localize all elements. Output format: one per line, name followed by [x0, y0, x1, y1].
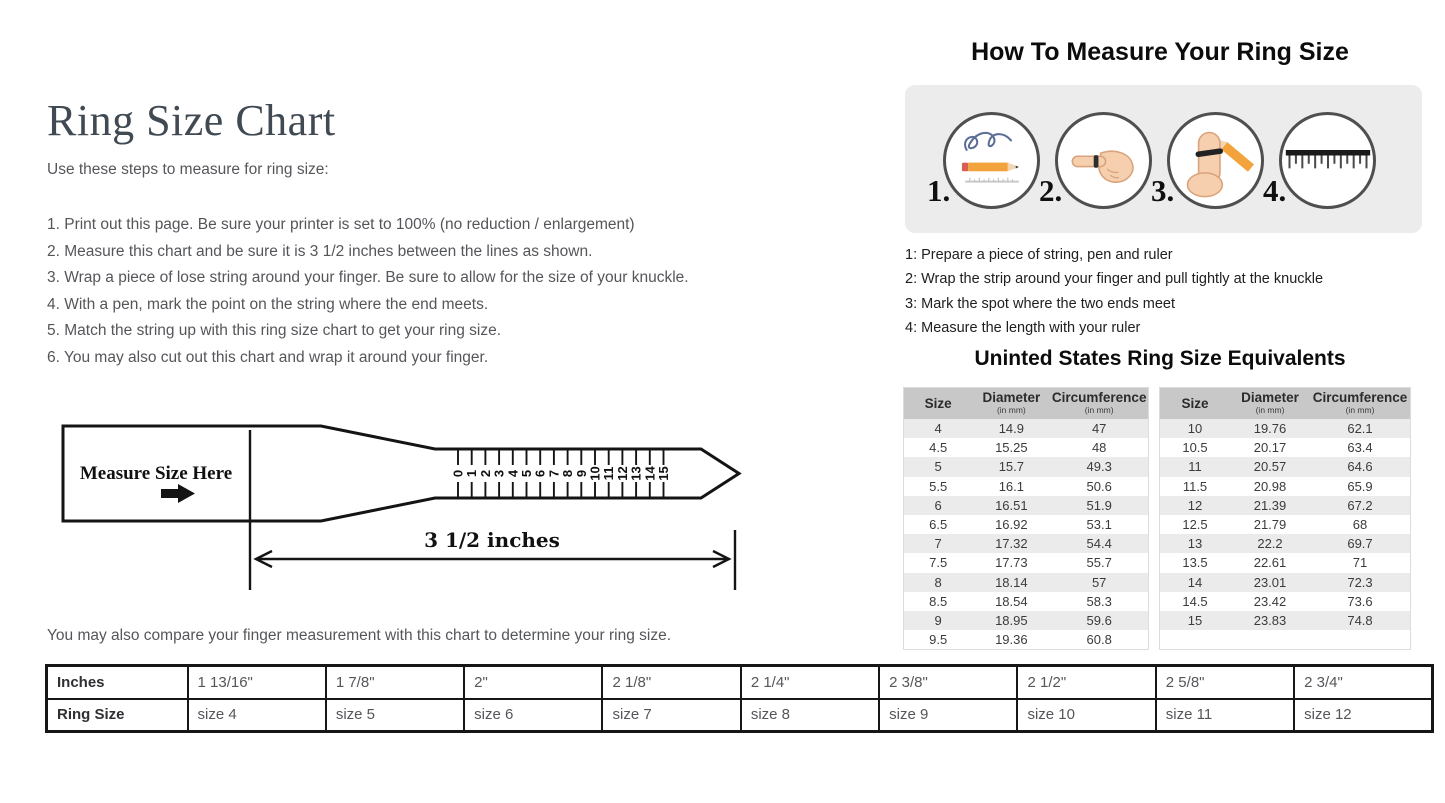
- header-diameter-label: Diameter: [1241, 389, 1299, 405]
- size-table-row: [1160, 515, 1410, 534]
- ring-size-value: size 6: [464, 699, 602, 732]
- size-table-row: [1160, 553, 1410, 572]
- inches-value: 2 1/4": [741, 666, 879, 699]
- ring-size-row: [47, 699, 1433, 732]
- sizer-tick-label: 3: [491, 469, 507, 478]
- size-table-cell: 12.5: [1182, 517, 1208, 533]
- header-unit-label: (in mm): [996, 404, 1026, 415]
- step-3-number: 3.: [1151, 173, 1175, 208]
- size-table-row: [1160, 419, 1410, 438]
- size-table-cell: 21.39: [1253, 497, 1287, 513]
- string-around-finger-icon: [1066, 123, 1142, 199]
- sizer-tick-label: 4: [505, 469, 521, 478]
- size-table-cell: 19.76: [1253, 421, 1287, 437]
- sizer-tick-label: 8: [560, 469, 576, 478]
- size-table-header: [1160, 388, 1410, 419]
- sizer-tick-label: 6: [532, 469, 548, 478]
- size-table-cell: 62.1: [1347, 421, 1373, 437]
- size-table-cell: 6: [934, 497, 942, 513]
- header-size: [1160, 395, 1230, 411]
- header-diameter: [1230, 389, 1310, 416]
- size-table-cell: 23.83: [1253, 612, 1287, 628]
- page-title: Ring Size Chart: [47, 96, 336, 145]
- size-table-cell: 57: [1091, 574, 1107, 590]
- size-table-cell: 48: [1091, 440, 1107, 456]
- left-step-5: 5. Match the string up with this ring size chart to get your ring size.: [47, 322, 502, 339]
- size-table-cell: 15: [1187, 612, 1203, 628]
- size-table-cell: 4.5: [929, 440, 948, 456]
- inches-value: 2 1/8": [602, 666, 740, 699]
- compare-note: You may also compare your finger measurement with this chart to determine your ring size.: [47, 627, 672, 644]
- inches-value: 2 3/4": [1294, 666, 1432, 699]
- size-table-cell: 20.98: [1253, 478, 1287, 494]
- equivalents-title: Uninted States Ring Size Equivalents: [974, 347, 1346, 370]
- size-table-cell: 17.73: [995, 555, 1028, 571]
- ring-size-value: size 4: [188, 699, 326, 732]
- size-table-cell: 64.6: [1347, 459, 1373, 475]
- size-table-empty-row: [1160, 630, 1410, 649]
- right-step-2: 2: Wrap the strip around your finger and pull tightly at the knuckle: [905, 271, 1324, 288]
- header-diameter: [972, 389, 1050, 416]
- ring-sizer-diagram: [45, 418, 755, 598]
- size-table-row: [904, 630, 1148, 649]
- size-table-cell: 20.17: [1253, 440, 1287, 456]
- ring-size-value: size 5: [326, 699, 464, 732]
- size-table-cell: 68: [1352, 517, 1368, 533]
- size-table-cell: 58.3: [1086, 593, 1112, 609]
- sizer-tick-label: 13: [628, 466, 644, 481]
- size-table-cell: 18.14: [995, 574, 1028, 590]
- header-unit-label: (in mm): [1345, 404, 1375, 415]
- step-1-illustration: [943, 112, 1040, 209]
- inches-row: [47, 666, 1433, 699]
- size-table-cell: 9.5: [929, 632, 948, 648]
- header-size: [904, 395, 972, 411]
- size-table-cell: 71: [1352, 555, 1368, 571]
- sizer-tick-label: 5: [519, 469, 534, 478]
- sizer-tick-label: 15: [656, 466, 671, 481]
- size-table-cell: 14.9: [998, 421, 1024, 437]
- size-table-row: [904, 573, 1148, 592]
- sizer-tick-label: 9: [573, 469, 589, 478]
- ring-size-row-header: Ring Size: [47, 699, 188, 732]
- size-table-cell: 14.5: [1182, 593, 1208, 609]
- sizer-tick-label: 14: [642, 466, 658, 481]
- size-table-cell: 67.2: [1347, 497, 1373, 513]
- intro-text: Use these steps to measure for ring size:: [47, 161, 329, 178]
- inches-value: 1 7/8": [326, 666, 464, 699]
- size-table-cell: 73.6: [1347, 593, 1373, 609]
- header-circumference: [1050, 389, 1148, 416]
- right-step-3: 3: Mark the spot where the two ends meet: [905, 295, 1175, 312]
- sizer-tick-label: 11: [601, 466, 617, 481]
- size-table-cell: 7.5: [929, 555, 948, 571]
- inches-value: 2 1/2": [1017, 666, 1155, 699]
- size-table-cell: 13.5: [1182, 555, 1208, 571]
- size-table-cell: 7: [934, 536, 942, 552]
- size-table-row: [1160, 477, 1410, 496]
- step-2-illustration: [1055, 112, 1152, 209]
- size-table-cell: 10.5: [1182, 440, 1208, 456]
- mark-string-icon: [1178, 123, 1254, 199]
- right-step-4: 4: Measure the length with your ruler: [905, 320, 1141, 337]
- size-table-row: [1160, 457, 1410, 476]
- ring-size-value: size 10: [1017, 699, 1155, 732]
- ring-size-value: size 11: [1156, 699, 1294, 732]
- size-table-cell: 5.5: [929, 478, 948, 494]
- left-step-6: 6. You may also cut out this chart and wrap it around your finger.: [47, 348, 489, 366]
- size-table-row: [1160, 592, 1410, 611]
- size-table-cell: 65.9: [1347, 478, 1373, 494]
- sizer-tick-scale: [451, 449, 672, 498]
- size-table-cell: 51.9: [1086, 497, 1112, 513]
- size-table-cell: 8: [934, 574, 942, 590]
- header-size-label: Size: [1181, 395, 1209, 411]
- ring-size-value: size 8: [741, 699, 879, 732]
- size-table-cell: 10: [1187, 421, 1203, 437]
- size-table-cell: 72.3: [1347, 574, 1373, 590]
- left-step-2: 2. Measure this chart and be sure it is 3 1/2 inches between the lines as shown.: [47, 242, 593, 260]
- size-table-cell: 19.36: [995, 632, 1028, 648]
- step-3-illustration: [1167, 112, 1264, 209]
- size-table-cell: 53.1: [1086, 517, 1112, 533]
- size-table-cell: 4: [934, 421, 942, 437]
- ring-size-value: size 9: [879, 699, 1017, 732]
- size-table-cell: 23.42: [1253, 593, 1287, 609]
- right-step-1: 1: Prepare a piece of string, pen and ruler: [905, 247, 1173, 263]
- size-table-cell: 15.7: [998, 459, 1024, 475]
- size-table-row: [904, 457, 1148, 476]
- string-pen-ruler-icon: [954, 123, 1030, 199]
- size-table-cell: 21.79: [1253, 517, 1287, 533]
- left-step-4: 4. With a pen, mark the point on the string where the end meets.: [47, 295, 489, 313]
- header-circumference-label: Circumference: [1051, 389, 1147, 405]
- size-table-row: [1160, 611, 1410, 630]
- sizer-tick-label: 7: [546, 469, 562, 478]
- inches-value: 2 5/8": [1156, 666, 1294, 699]
- size-table-cell: 6.5: [929, 517, 948, 533]
- measurement-arrow-icon: [256, 551, 729, 567]
- size-table-cell: 20.57: [1253, 459, 1287, 475]
- size-table-cell: 16.51: [995, 497, 1028, 513]
- sizer-tick-label: 10: [587, 466, 603, 481]
- step-4-illustration: [1279, 112, 1376, 209]
- size-table-row: [904, 534, 1148, 553]
- inches-value: 2 3/8": [879, 666, 1017, 699]
- inches-row-header: Inches: [47, 666, 188, 699]
- size-table-cell: 47: [1091, 421, 1107, 437]
- size-table-cell: 17.32: [995, 536, 1028, 552]
- size-table-row: [904, 515, 1148, 534]
- ring-size-value: size 12: [1294, 699, 1432, 732]
- inches-value: 1 13/16": [188, 666, 326, 699]
- size-table-cell: 59.6: [1086, 612, 1112, 628]
- size-table-cell: 16.92: [995, 517, 1028, 533]
- size-table-cell: 11: [1188, 459, 1202, 475]
- sizer-tick-label: 12: [614, 466, 630, 481]
- inches-value: 2": [464, 666, 602, 699]
- step-4-number: 4.: [1263, 173, 1287, 208]
- size-table-cell: 54.4: [1086, 536, 1112, 552]
- size-table-cell: 22.2: [1257, 536, 1283, 552]
- ring-size-value: size 7: [602, 699, 740, 732]
- size-table-row: [904, 477, 1148, 496]
- sizer-tick-label: 2: [477, 469, 493, 478]
- size-table-cell: 14: [1187, 574, 1203, 590]
- size-table-cell: 69.7: [1347, 536, 1373, 552]
- size-table-cell: 15.25: [995, 440, 1028, 456]
- size-table-row: [904, 553, 1148, 572]
- sizer-tick-label: 0: [450, 469, 466, 478]
- size-table-row: [904, 611, 1148, 630]
- size-table-cell: 12: [1187, 497, 1203, 513]
- header-size-label: Size: [924, 395, 952, 411]
- measurement-label: 3 1/2 inches: [424, 528, 560, 552]
- size-table-row: [1160, 438, 1410, 457]
- us-size-table-left: [903, 387, 1149, 650]
- size-table-row: [1160, 573, 1410, 592]
- left-steps-list: [47, 212, 689, 371]
- size-table-cell: 60.8: [1086, 632, 1112, 648]
- us-size-table-right: [1159, 387, 1411, 650]
- size-table-cell: 16.1: [998, 478, 1024, 494]
- size-table-cell: 50.6: [1086, 478, 1112, 494]
- size-table-cell: 9: [934, 612, 942, 628]
- size-table-cell: 18.95: [995, 612, 1028, 628]
- step-1-number: 1.: [927, 173, 951, 208]
- size-table-row: [904, 438, 1148, 457]
- size-table-cell: 23.01: [1253, 574, 1287, 590]
- size-table-cell: 22.61: [1253, 555, 1287, 571]
- size-table-cell: 13: [1187, 536, 1203, 552]
- size-table-cell: 8.5: [929, 593, 948, 609]
- ruler-icon: [1284, 117, 1372, 205]
- sizer-tick-label: 1: [464, 469, 480, 478]
- left-step-1: 1. Print out this page. Be sure your printer is set to 100% (no reduction / enlargement): [47, 216, 635, 233]
- measure-here-arrow-icon: [161, 484, 195, 503]
- size-table-row: [904, 592, 1148, 611]
- size-table-cell: 74.8: [1347, 612, 1373, 628]
- right-steps-list: [905, 243, 1323, 341]
- size-table-row: [904, 419, 1148, 438]
- size-table-cell: 5: [934, 459, 942, 475]
- size-table-cell: 11.5: [1182, 478, 1208, 494]
- measure-size-here-label: Measure Size Here: [79, 463, 233, 484]
- header-circumference-label: Circumference: [1312, 389, 1408, 405]
- header-diameter-label: Diameter: [982, 389, 1041, 405]
- left-step-3: 3. Wrap a piece of lose string around your finger. Be sure to allow for the size of your knuckle.: [47, 269, 689, 286]
- size-table-header: [904, 388, 1148, 419]
- size-table-row: [1160, 534, 1410, 553]
- size-table-cell: 55.7: [1086, 555, 1112, 571]
- size-table-cell: 63.4: [1347, 440, 1373, 456]
- size-table-cell: 49.3: [1086, 459, 1112, 475]
- inches-to-ring-size-table: [45, 664, 1434, 733]
- header-circumference: [1310, 389, 1410, 416]
- how-to-measure-title: How To Measure Your Ring Size: [971, 38, 1349, 66]
- step-2-number: 2.: [1039, 173, 1063, 208]
- size-table-row: [904, 496, 1148, 515]
- header-unit-label: (in mm): [1255, 404, 1285, 415]
- illustrations-panel: [905, 85, 1422, 233]
- size-table-cell: 18.54: [995, 593, 1028, 609]
- header-unit-label: (in mm): [1084, 404, 1114, 415]
- size-table-row: [1160, 496, 1410, 515]
